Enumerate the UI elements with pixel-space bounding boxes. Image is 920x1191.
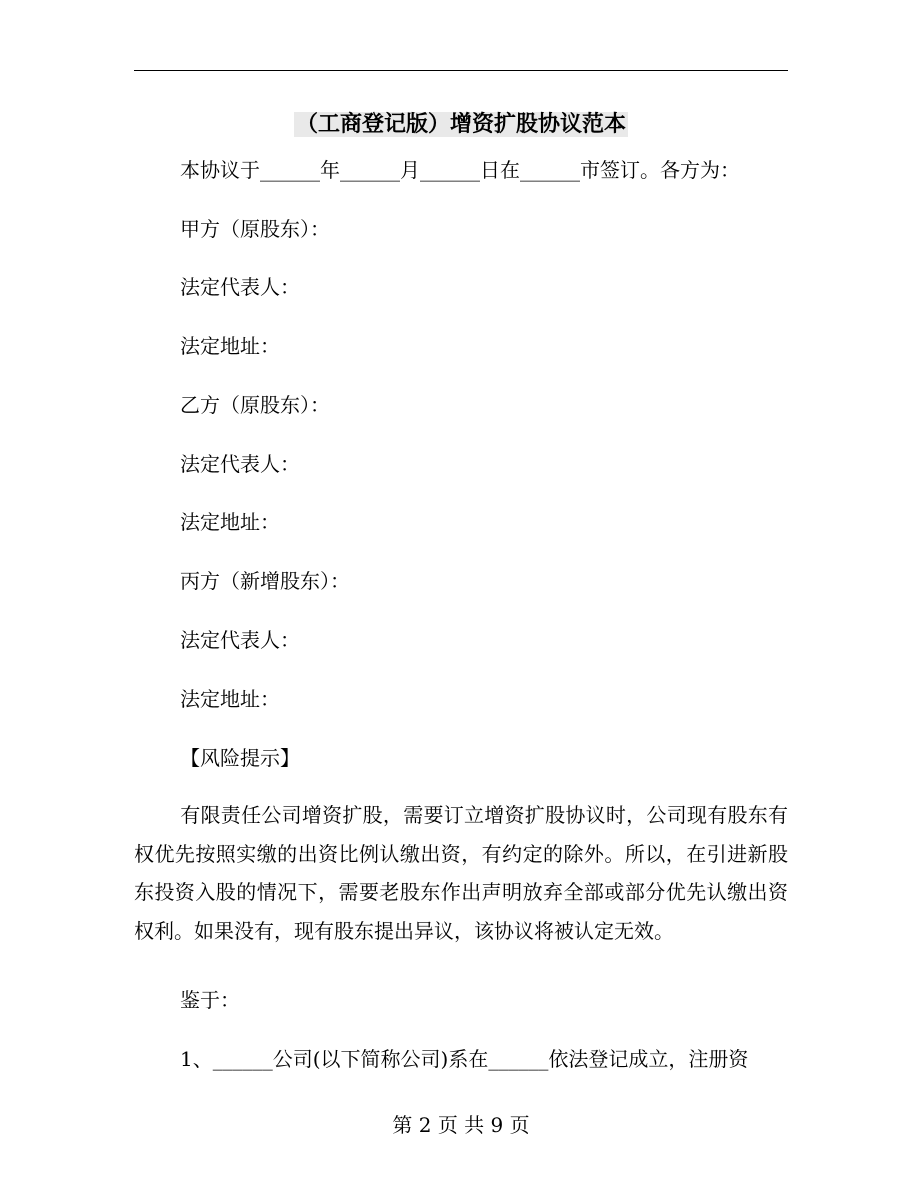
party-a-address: 法定地址： <box>180 334 280 358</box>
risk-paragraph-text: 有限责任公司增资扩股，需要订立增资扩股协议时，公司现有股东有权优先按照实缴的出资比例认缴出资，有约定的除外。所以，在引进新股东投资入股的情况下，需要老股东作出声明放弃全部或部分优先认缴出资权利。如果没有，现有股东提出异议，该协议将被认定无效。 <box>134 803 788 943</box>
party-a-representative: 法定代表人： <box>180 275 300 299</box>
party-c-address: 法定地址： <box>180 687 280 711</box>
party-b-label: 乙方（原股东）： <box>180 393 330 417</box>
document-title <box>134 108 788 142</box>
clause-1: 1、______公司(以下简称公司)系在______依法登记成立，注册资 <box>180 1047 749 1071</box>
party-c-representative: 法定代表人： <box>180 628 300 652</box>
party-b-address: 法定地址： <box>180 510 280 534</box>
opening-line: 本协议于______年______月______日在______市签订。各方为： <box>180 158 740 182</box>
party-b-representative: 法定代表人： <box>180 452 300 476</box>
header-rule <box>134 70 788 71</box>
risk-heading: 【风险提示】 <box>180 746 300 770</box>
document-title-text: （工商登记版）增资扩股协议范本 <box>295 112 626 137</box>
whereas-heading: 鉴于： <box>180 988 240 1012</box>
risk-paragraph <box>134 796 788 950</box>
page-number: 第 2 页 共 9 页 <box>392 1113 530 1137</box>
party-a-label: 甲方（原股东）： <box>180 217 330 241</box>
party-c-label: 丙方（新增股东）： <box>180 569 350 593</box>
